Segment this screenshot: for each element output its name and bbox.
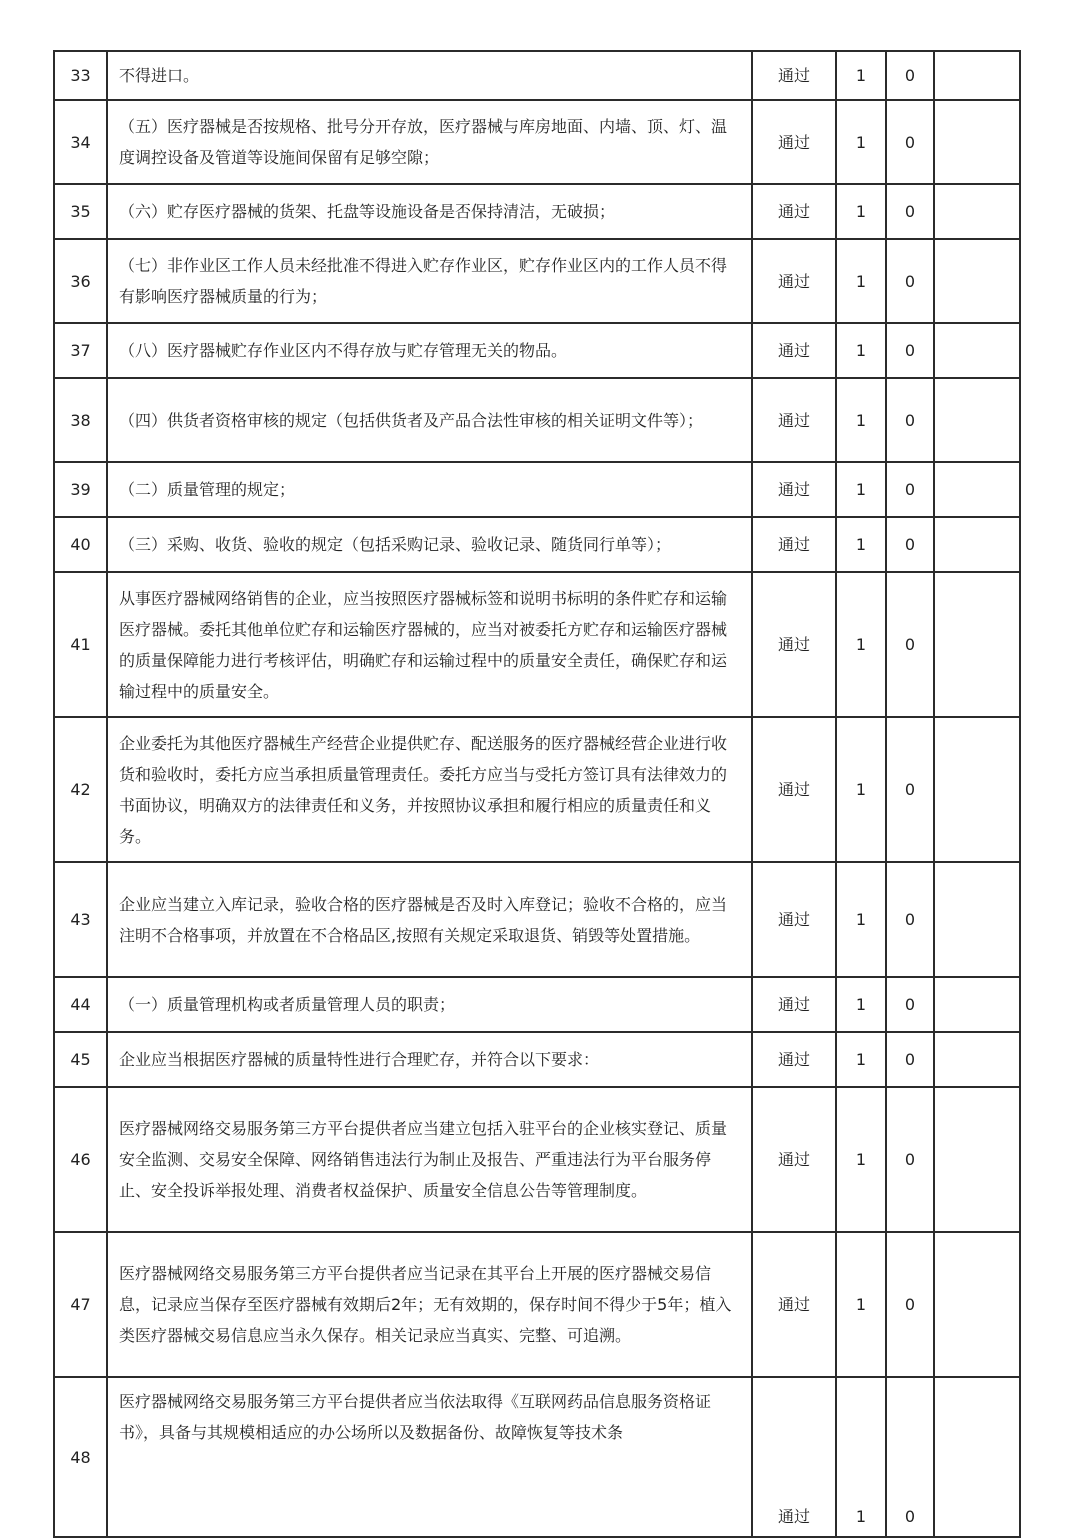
score-cell: 1 <box>836 239 886 323</box>
deduction-cell: 0 <box>886 239 934 323</box>
row-number: 35 <box>54 184 107 239</box>
result-cell: 通过 <box>752 1032 836 1087</box>
result-cell: 通过 <box>752 1087 836 1232</box>
table-row <box>54 378 1020 462</box>
result-cell: 通过 <box>752 323 836 378</box>
requirement-text: 从事医疗器械网络销售的企业，应当按照医疗器械标签和说明书标明的条件贮存和运输医疗器械。委托其他单位贮存和运输医疗器械的，应当对被委托方贮存和运输医疗器械的质量保障能力进行考核评估，明确贮存和运输过程中的质量安全责任，确保贮存和运输过程中的质量安全。 <box>107 572 752 717</box>
result-cell: 通过 <box>752 1232 836 1377</box>
requirement-text: （三）采购、收货、验收的规定（包括采购记录、验收记录、随货同行单等）； <box>107 517 752 572</box>
inspection-table-body <box>54 51 1020 1537</box>
row-number: 39 <box>54 462 107 517</box>
deduction-cell: 0 <box>886 184 934 239</box>
row-number: 42 <box>54 717 107 862</box>
table-row <box>54 323 1020 378</box>
row-number: 37 <box>54 323 107 378</box>
deduction-cell: 0 <box>886 977 934 1032</box>
score-cell: 1 <box>836 862 886 977</box>
table-row <box>54 1032 1020 1087</box>
remarks-cell <box>934 572 1020 717</box>
deduction-cell: 0 <box>886 862 934 977</box>
requirement-text: （八）医疗器械贮存作业区内不得存放与贮存管理无关的物品。 <box>107 323 752 378</box>
remarks-cell <box>934 184 1020 239</box>
table-row <box>54 51 1020 100</box>
deduction-cell: 0 <box>886 1032 934 1087</box>
deduction-cell: 0 <box>886 517 934 572</box>
table-row <box>54 977 1020 1032</box>
result-cell: 通过 <box>752 572 836 717</box>
remarks-cell <box>934 517 1020 572</box>
inspection-table <box>53 50 1021 1538</box>
deduction-cell: 0 <box>886 572 934 717</box>
score-cell: 1 <box>836 323 886 378</box>
requirement-text: （四）供货者资格审核的规定（包括供货者及产品合法性审核的相关证明文件等）； <box>107 378 752 462</box>
requirement-text: 不得进口。 <box>107 51 752 100</box>
requirement-text: 企业应当根据医疗器械的质量特性进行合理贮存，并符合以下要求： <box>107 1032 752 1087</box>
deduction-cell: 0 <box>886 717 934 862</box>
result-cell: 通过 <box>752 1377 836 1537</box>
remarks-cell <box>934 862 1020 977</box>
score-cell: 1 <box>836 717 886 862</box>
result-cell: 通过 <box>752 517 836 572</box>
table-row <box>54 717 1020 862</box>
table-row <box>54 1377 1020 1537</box>
score-cell: 1 <box>836 1032 886 1087</box>
row-number: 45 <box>54 1032 107 1087</box>
result-cell: 通过 <box>752 100 836 184</box>
requirement-text: 医疗器械网络交易服务第三方平台提供者应当记录在其平台上开展的医疗器械交易信息，记录应当保存至医疗器械有效期后2年；无有效期的，保存时间不得少于5年；植入类医疗器械交易信息应当永久保存。相关记录应当真实、完整、可追溯。 <box>107 1232 752 1377</box>
table-row <box>54 184 1020 239</box>
row-number: 43 <box>54 862 107 977</box>
row-number: 41 <box>54 572 107 717</box>
score-cell: 1 <box>836 100 886 184</box>
deduction-cell: 0 <box>886 1087 934 1232</box>
remarks-cell <box>934 239 1020 323</box>
requirement-text: （二）质量管理的规定； <box>107 462 752 517</box>
result-cell: 通过 <box>752 862 836 977</box>
score-cell: 1 <box>836 378 886 462</box>
remarks-cell <box>934 100 1020 184</box>
table-row <box>54 239 1020 323</box>
remarks-cell <box>934 977 1020 1032</box>
score-cell: 1 <box>836 1232 886 1377</box>
score-cell: 1 <box>836 1377 886 1537</box>
requirement-text: 企业委托为其他医疗器械生产经营企业提供贮存、配送服务的医疗器械经营企业进行收货和验收时，委托方应当承担质量管理责任。委托方应当与受托方签订具有法律效力的书面协议，明确双方的法律责任和义务，并按照协议承担和履行相应的质量责任和义务。 <box>107 717 752 862</box>
score-cell: 1 <box>836 517 886 572</box>
requirement-text: （一）质量管理机构或者质量管理人员的职责； <box>107 977 752 1032</box>
row-number: 40 <box>54 517 107 572</box>
row-number: 44 <box>54 977 107 1032</box>
deduction-cell: 0 <box>886 1377 934 1537</box>
row-number: 36 <box>54 239 107 323</box>
row-number: 47 <box>54 1232 107 1377</box>
table-row <box>54 1232 1020 1377</box>
inspection-table-page <box>53 50 1019 1526</box>
requirement-text: （六）贮存医疗器械的货架、托盘等设施设备是否保持清洁，无破损； <box>107 184 752 239</box>
table-row <box>54 862 1020 977</box>
score-cell: 1 <box>836 51 886 100</box>
deduction-cell: 0 <box>886 378 934 462</box>
result-cell: 通过 <box>752 462 836 517</box>
table-row <box>54 517 1020 572</box>
score-cell: 1 <box>836 977 886 1032</box>
remarks-cell <box>934 1232 1020 1377</box>
remarks-cell <box>934 1087 1020 1232</box>
deduction-cell: 0 <box>886 1232 934 1377</box>
score-cell: 1 <box>836 1087 886 1232</box>
table-row <box>54 1087 1020 1232</box>
requirement-text: 医疗器械网络交易服务第三方平台提供者应当依法取得《互联网药品信息服务资格证书》，具备与其规模相适应的办公场所以及数据备份、故障恢复等技术条 <box>107 1377 752 1537</box>
table-row <box>54 462 1020 517</box>
remarks-cell <box>934 51 1020 100</box>
score-cell: 1 <box>836 462 886 517</box>
result-cell: 通过 <box>752 51 836 100</box>
requirement-text: （五）医疗器械是否按规格、批号分开存放，医疗器械与库房地面、内墙、顶、灯、温度调控设备及管道等设施间保留有足够空隙； <box>107 100 752 184</box>
result-cell: 通过 <box>752 239 836 323</box>
result-cell: 通过 <box>752 378 836 462</box>
table-row <box>54 100 1020 184</box>
deduction-cell: 0 <box>886 323 934 378</box>
result-cell: 通过 <box>752 977 836 1032</box>
deduction-cell: 0 <box>886 51 934 100</box>
requirement-text: （七）非作业区工作人员未经批准不得进入贮存作业区，贮存作业区内的工作人员不得有影响医疗器械质量的行为； <box>107 239 752 323</box>
score-cell: 1 <box>836 184 886 239</box>
remarks-cell <box>934 1377 1020 1537</box>
result-cell: 通过 <box>752 184 836 239</box>
requirement-text: 医疗器械网络交易服务第三方平台提供者应当建立包括入驻平台的企业核实登记、质量安全监测、交易安全保障、网络销售违法行为制止及报告、严重违法行为平台服务停止、安全投诉举报处理、消费者权益保护、质量安全信息公告等管理制度。 <box>107 1087 752 1232</box>
requirement-text: 企业应当建立入库记录，验收合格的医疗器械是否及时入库登记；验收不合格的，应当注明不合格事项，并放置在不合格品区,按照有关规定采取退货、销毁等处置措施。 <box>107 862 752 977</box>
row-number: 33 <box>54 51 107 100</box>
deduction-cell: 0 <box>886 462 934 517</box>
row-number: 48 <box>54 1377 107 1537</box>
remarks-cell <box>934 1032 1020 1087</box>
score-cell: 1 <box>836 572 886 717</box>
remarks-cell <box>934 323 1020 378</box>
result-cell: 通过 <box>752 717 836 862</box>
deduction-cell: 0 <box>886 100 934 184</box>
row-number: 34 <box>54 100 107 184</box>
row-number: 38 <box>54 378 107 462</box>
remarks-cell <box>934 378 1020 462</box>
table-row <box>54 572 1020 717</box>
remarks-cell <box>934 717 1020 862</box>
row-number: 46 <box>54 1087 107 1232</box>
remarks-cell <box>934 462 1020 517</box>
